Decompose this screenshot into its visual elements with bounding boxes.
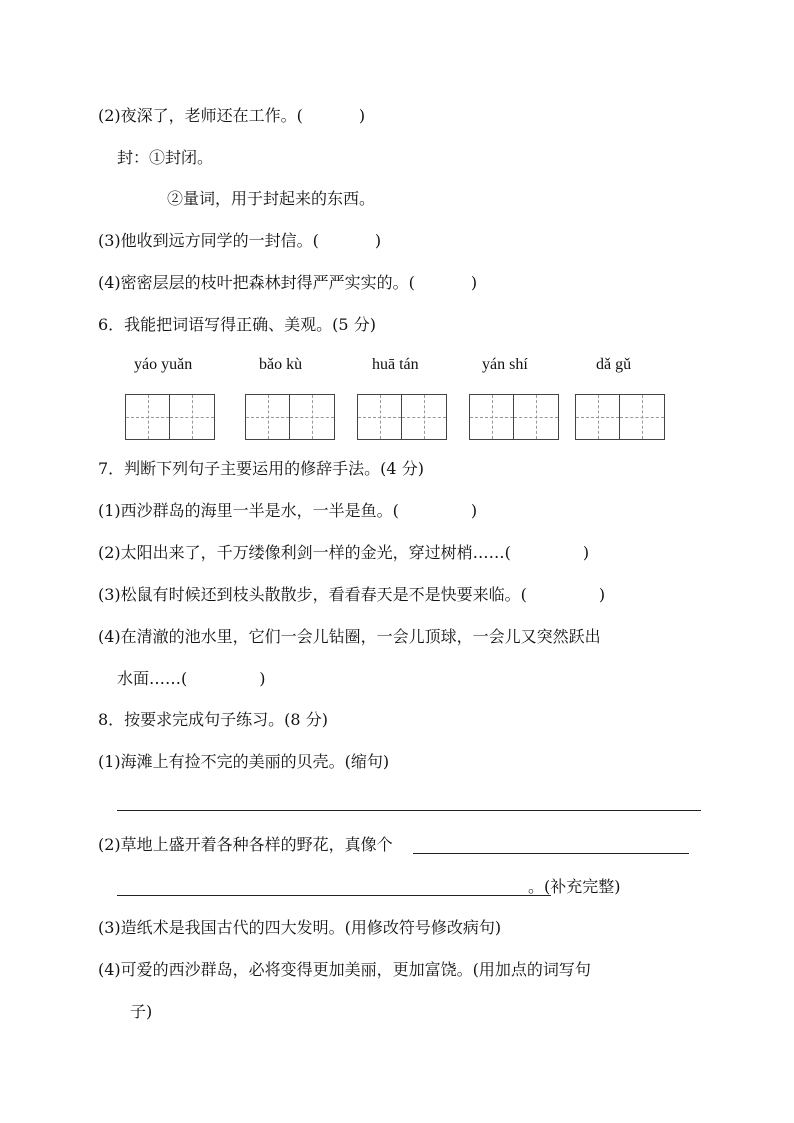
writing-grid-4[interactable]	[469, 394, 559, 440]
writing-grid-3[interactable]	[357, 394, 447, 440]
q5-item3: (3)他收到远方同学的一封信。( )	[98, 231, 382, 250]
feng-definition-2: ②量词，用于封起来的东西。	[167, 189, 376, 208]
grid-cell[interactable]	[402, 395, 446, 439]
q8-title: 8．按要求完成句子练习。(8 分)	[98, 710, 328, 729]
q5-item2: (2)夜深了，老师还在工作。( )	[98, 106, 366, 125]
feng-definition-1: 封：①封闭。	[117, 148, 214, 167]
grid-cell[interactable]	[170, 395, 214, 439]
q7-item2: (2)太阳出来了，千万缕像利剑一样的金光，穿过树梢……( )	[98, 543, 590, 562]
q7-item4-line2: 水面……( )	[117, 669, 266, 688]
writing-grid-1[interactable]	[125, 394, 215, 440]
grid-cell[interactable]	[470, 395, 514, 439]
q6-title: 6．我能把词语写得正确、美观。(5 分)	[98, 315, 376, 334]
grid-cell[interactable]	[246, 395, 290, 439]
answer-line-2b[interactable]	[117, 895, 551, 896]
grid-cell[interactable]	[514, 395, 558, 439]
q8-item1: (1)海滩上有捡不完的美丽的贝壳。(缩句)	[98, 752, 390, 771]
q7-item1: (1)西沙群岛的海里一半是水，一半是鱼。( )	[98, 501, 478, 520]
answer-line-1[interactable]	[117, 810, 701, 811]
grid-cell[interactable]	[290, 395, 334, 439]
grid-cell[interactable]	[358, 395, 402, 439]
pinyin-2: bǎo kù	[259, 356, 303, 373]
q8-item2-end: 。(补充完整)	[528, 877, 621, 896]
grid-cell[interactable]	[126, 395, 170, 439]
answer-line-2a[interactable]	[413, 853, 689, 854]
grid-cell[interactable]	[576, 395, 620, 439]
q7-title: 7．判断下列句子主要运用的修辞手法。(4 分)	[98, 459, 424, 478]
q8-item4-line2: 子)	[130, 1002, 153, 1021]
q7-item3: (3)松鼠有时候还到枝头散散步，看看春天是不是快要来临。( )	[98, 585, 606, 604]
q8-item2: (2)草地上盛开着各种各样的野花，真像个	[98, 835, 393, 854]
writing-grid-5[interactable]	[575, 394, 665, 440]
q8-item3: (3)造纸术是我国古代的四大发明。(用修改符号修改病句)	[98, 918, 502, 937]
pinyin-5: dǎ gǔ	[596, 356, 632, 373]
grid-cell[interactable]	[620, 395, 664, 439]
q7-item4-line1: (4)在清澈的池水里，它们一会儿钻圈，一会儿顶球，一会儿又突然跃出	[98, 627, 601, 646]
q5-item4: (4)密密层层的枝叶把森林封得严严实实的。( )	[98, 273, 478, 292]
pinyin-4: yán shí	[482, 356, 528, 373]
writing-grid-2[interactable]	[245, 394, 335, 440]
pinyin-3: huā tán	[372, 356, 419, 373]
q8-item4-line1: (4)可爱的西沙群岛，必将变得更加美丽，更加富饶。(用加点的词写句	[98, 960, 591, 979]
pinyin-1: yáo yuǎn	[134, 356, 193, 373]
